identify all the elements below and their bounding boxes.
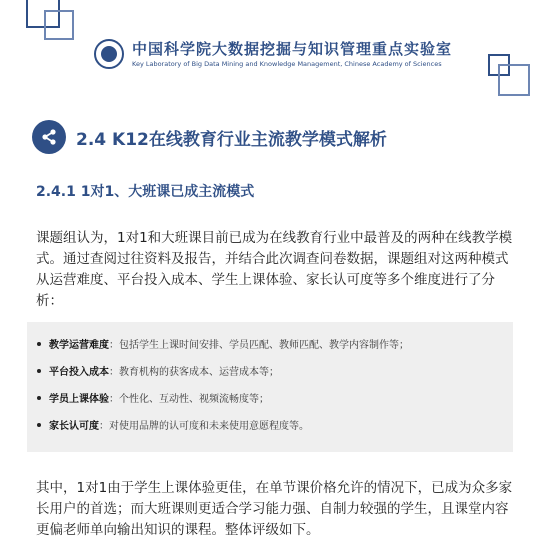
bullet-term: 教学运营难度 [49, 340, 109, 351]
bullet-list [27, 322, 513, 452]
bullet-term: 平台投入成本 [49, 367, 109, 378]
section-title: 2.4 K12在线教育行业主流教学模式解析 [76, 129, 387, 150]
list-item [27, 417, 513, 444]
bullet-desc: ：教育机构的获客成本、运营成本等； [109, 367, 279, 378]
list-item [27, 390, 513, 417]
bullet-dot [37, 423, 41, 427]
decorative-square [44, 10, 74, 40]
bullet-term: 家长认可度 [49, 421, 99, 432]
decorative-square [498, 64, 530, 96]
lab-logo-icon [94, 39, 124, 69]
bullet-desc: ：个性化、互动性、视频流畅度等； [109, 394, 269, 405]
subsection-title: 2.4.1 1对1、大班课已成主流模式 [36, 184, 255, 200]
lab-header-text [132, 40, 452, 69]
lab-header [94, 34, 474, 74]
list-item [27, 336, 513, 363]
bullet-term: 学员上课体验 [49, 394, 109, 405]
bullet-dot [37, 396, 41, 400]
list-item [27, 363, 513, 390]
lab-name-en: Key Laboratory of Big Data Mining and Knowledge Management, Chinese Academy of Sciences [132, 59, 442, 68]
bullet-dot [37, 369, 41, 373]
section-heading [32, 120, 387, 154]
lab-name: 中国科学院大数据挖掘与知识管理重点实验室 [132, 39, 453, 58]
closing-paragraph: 其中，1对1由于学生上课体验更佳，在单节课价格允许的情况下，已成为众多家长用户的首选；而大班课则更适合学习能力强、自制力较强的学生，且课堂内容更偏老师单向输出知识的课程。整体评级如下。 [36, 480, 513, 538]
bullet-dot [37, 342, 41, 346]
bullet-desc: ：包括学生上课时间安排、学员匹配、教师匹配、教学内容制作等； [109, 340, 409, 351]
share-icon [32, 120, 66, 154]
bullet-desc: ：对使用品牌的认可度和未来使用意愿程度等。 [99, 421, 309, 432]
intro-paragraph: 课题组认为，1对1和大班课目前已成为在线教育行业中最普及的两种在线教学模式。通过查阅过往资料及报告，并结合此次调查问卷数据，课题组对这两种模式从运营难度、平台投入成本、学生上课体验、家长认可度等多个维度进行了分析： [36, 230, 513, 309]
